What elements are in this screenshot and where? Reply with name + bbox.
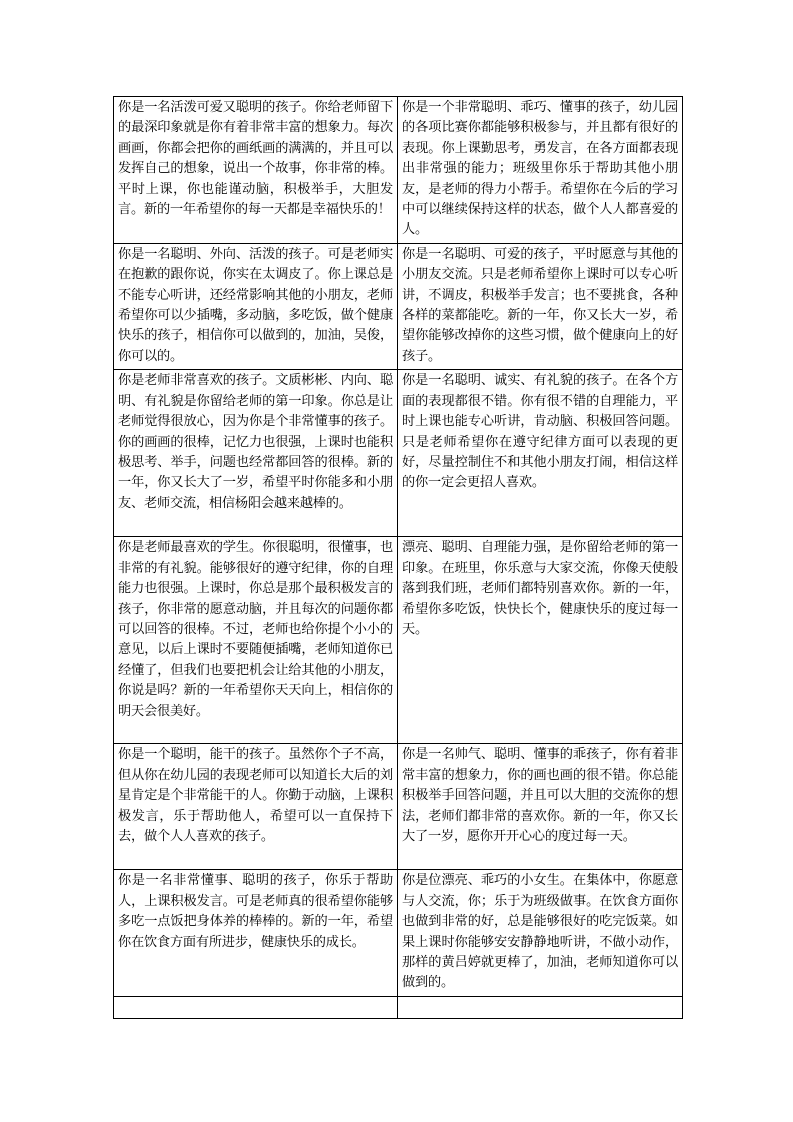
table-cell: 你是一名活泼可爱又聪明的孩子。你给老师留下的最深印象就是你有着非常丰富的想象力。每次画画，你都会把你的画纸画的满满的，并且可以发挥自己的想象，说出一个故事，你非常的棒。平时上课，你也能谨动脑，积极举手，大胆发言。新的一年希望你的每一天都是幸福快乐的！ [114, 97, 398, 244]
table-cell [398, 997, 683, 1019]
table-cell: 你是一名非常懂事、聪明的孩子，你乐于帮助人，上课积极发言。可是老师真的很希望你能够多吃一点饭把身体养的棒棒的。新的一年，希望你在饮食方面有所进步，健康快乐的成长。 [114, 870, 398, 997]
table-row [114, 537, 683, 744]
table-row-empty [114, 997, 683, 1019]
table-row [114, 370, 683, 537]
table-row [114, 870, 683, 997]
table-cell: 你是老师非常喜欢的孩子。文质彬彬、内向、聪明、有礼貌是你留给老师的第一印象。你总是让老师觉得很放心，因为你是个非常懂事的孩子。你的画画的很棒，记忆力也很强，上课时也能积极思考、举手，问题也经常都回答的很棒。新的一年，你又长大了一岁，希望平时你能多和小朋友、老师交流，相信杨阳会越来越棒的。 [114, 370, 398, 537]
table-cell: 你是一名聪明、诚实、有礼貌的孩子。在各个方面的表现都很不错。你有很不错的自理能力，平时上课也能专心听讲，肯动脑、积极回答问题。只是老师希望你在遵守纪律方面可以表现的更好，尽量控制住不和其他小朋友打闹，相信这样的你一定会更招人喜欢。 [398, 370, 683, 537]
table-cell [114, 997, 398, 1019]
table-cell: 你是一名帅气、聪明、懂事的乖孩子，你有着非常丰富的想象力，你的画也画的很不错。你总能积极举手回答问题，并且可以大胆的交流你的想法，老师们都非常的喜欢你。新的一年，你又长大了一岁，愿你开开心心的度过每一天。 [398, 744, 683, 870]
table-cell: 你是位漂亮、乖巧的小女生。在集体中，你愿意与人交流，你；乐于为班级做事。在饮食方面你也做到非常的好，总是能够很好的吃完饭菜。如果上课时你能够安安静静地听讲，不做小动作，那样的黄吕婷就更棒了，加油，老师知道你可以做到的。 [398, 870, 683, 997]
table-cell: 你是一名聪明、外向、活泼的孩子。可是老师实在抱歉的跟你说，你实在太调皮了。你上课总是不能专心听讲，还经常影响其他的小朋友，老师希望你可以少插嘴，多动脑，多吃饭，做个健康快乐的孩子，相信你可以做到的，加油，吴俊，你可以的。 [114, 243, 398, 369]
table-cell: 你是一名聪明、可爱的孩子，平时愿意与其他的小朋友交流。只是老师希望你上课时可以专心听讲，不调皮，积极举手发言；也不要挑食，各种各样的菜都能吃。新的一年，你又长大一岁，希望你能够改掉你的这些习惯，做个健康向上的好孩子。 [398, 243, 683, 369]
table-row [114, 97, 683, 244]
table-cell: 你是一个非常聪明、乖巧、懂事的孩子，幼儿园的各项比赛你都能够积极参与，并且都有很好的表现。你上课勤思考，勇发言，在各方面都表现出非常强的能力；班级里你乐于帮助其他小朋友，是老师的得力小帮手。希望你在今后的学习中可以继续保持这样的状态，做个人人都喜爱的人。 [398, 97, 683, 244]
table-cell: 你是老师最喜欢的学生。你很聪明，很懂事，也非常的有礼貌。能够很好的遵守纪律，你的自理能力也很强。上课时，你总是那个最积极发言的孩子，你非常的愿意动脑，并且每次的问题你都可以回答的很棒。不过，老师也给你提个小小的意见，以后上课时不要随便插嘴，老师知道你已经懂了，但我们也要把机会让给其他的小朋友，你说是吗？新的一年希望你天天向上，相信你的明天会很美好。 [114, 537, 398, 744]
table-cell: 你是一个聪明，能干的孩子。虽然你个子不高，但从你在幼儿园的表现老师可以知道长大后的刘星肯定是个非常能干的人。你勤于动脑，上课积极发言，乐于帮助他人，希望可以一直保持下去，做个人人喜欢的孩子。 [114, 744, 398, 870]
table-cell: 漂亮、聪明、自理能力强，是你留给老师的第一印象。在班里，你乐意与大家交流，你像天使般落到我们班，老师们都特别喜欢你。新的一年，希望你多吃饭，快快长个，健康快乐的度过每一天。 [398, 537, 683, 744]
teacher-comments-table [113, 96, 683, 1019]
table-row [114, 243, 683, 369]
table-row [114, 744, 683, 870]
